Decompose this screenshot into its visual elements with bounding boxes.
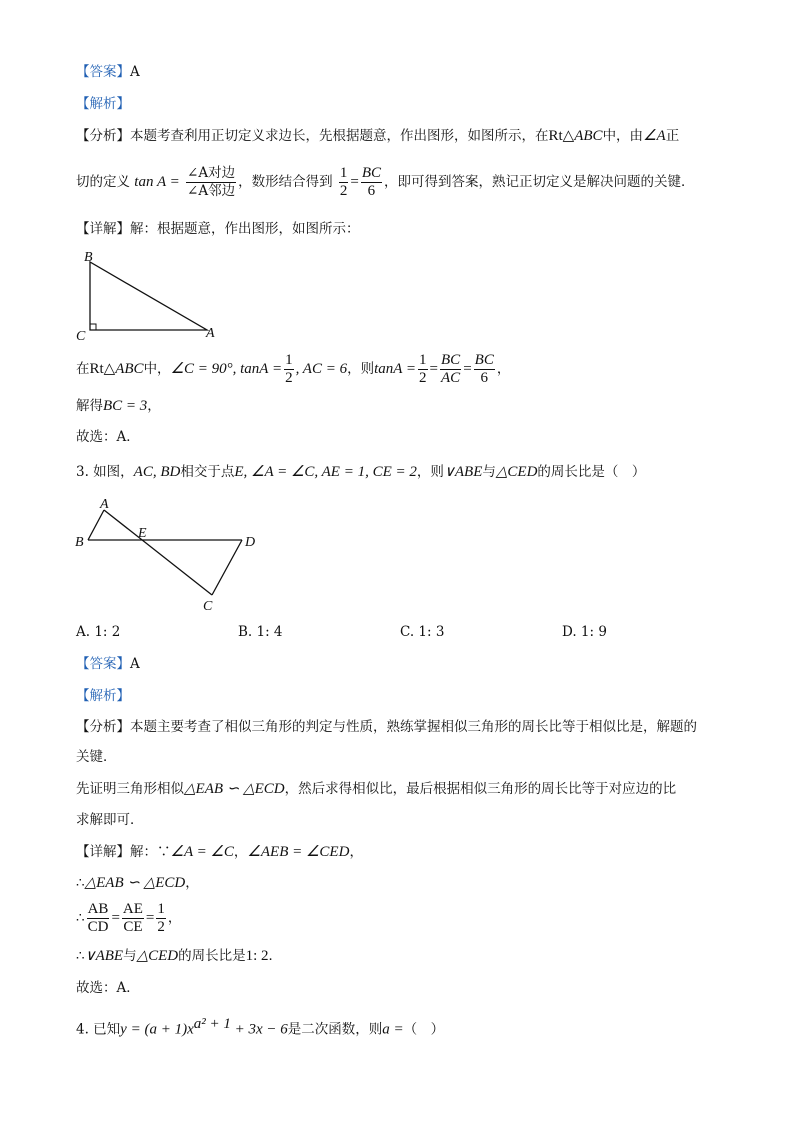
fenxi-text-3: 正 (665, 128, 680, 144)
fenxi-tag: 【分析】 (76, 128, 130, 144)
fenxi-abc: ABC (574, 128, 603, 144)
vertex-c-label: C (76, 329, 86, 344)
q3-ratio-line: ∴ $\frac{AB}{CD}$ = $\frac{AE}{CE}$ = $\frac{1}{2}$ ， (76, 901, 182, 935)
q3-fenxi-line-2: 关键． (76, 749, 117, 765)
def-text-1: 切的定义 (76, 174, 130, 190)
q3-therefore-1: ∴△EAB ∽ △ECD， (76, 875, 199, 891)
half-fraction: $\frac{1}{2}$ (339, 165, 348, 199)
exponent: a² + 1 (193, 1016, 231, 1032)
q3-answer-line: 【答案】A (76, 656, 140, 672)
choose-line-q2: 故选：A． (76, 429, 140, 445)
vertex-b-label: B (84, 250, 93, 265)
calc-half: $\frac{1}{2}$ (285, 352, 293, 386)
option-a[interactable]: A. 1: 2 (76, 624, 121, 640)
q3-proof-line-1: 先证明三角形相似△EAB ∽ △ECD，然后求得相似比，最后根据相似三角形的周长比等于对应边的比 (76, 781, 677, 797)
definition-line (76, 162, 724, 202)
choose-line-q3: 故选：A． (76, 980, 140, 996)
calc-line: 在Rt△ABC中，∠C = 90°, tanA = $\frac{1}{2}$ , AC = 6，则tanA = $\frac{1}{2}$ = $\frac{BC}{AC}$ = $\frac{BC}{6}$ ， (76, 352, 511, 386)
label-b: B (75, 535, 84, 550)
fenxi-text-1: 本题考查利用正切定义求边长，先根据题意，作出图形，如图所示，在 (130, 128, 549, 144)
q3-therefore-3: ∴∨ABE与△CED的周长比是1: 2． (76, 948, 283, 964)
vertex-a-label: A (206, 326, 215, 341)
calc-half-2: $\frac{1}{2}$ (419, 352, 427, 386)
def-text-2: ，数形结合得到 (238, 174, 333, 190)
label-d: D (245, 535, 256, 550)
analysis-heading (76, 94, 724, 114)
q3-detail-line: 【详解】解：∵∠A = ∠C，∠AEB = ∠CED， (76, 844, 363, 860)
answer-line (76, 62, 724, 82)
q3-analysis-heading: 【解析】 (76, 688, 130, 704)
intersecting-triangles-figure (70, 492, 270, 617)
answer-value: A (130, 64, 140, 80)
option-b[interactable]: B. 1: 4 (238, 624, 283, 640)
label-c: C (203, 599, 213, 614)
fenxi-angle: ∠A (643, 128, 666, 144)
ratio-1-2: $\frac{1}{2}$ (157, 901, 165, 935)
def-eq: = (350, 174, 359, 190)
answer-tag: 【答案】 (76, 64, 130, 80)
tan-definition-fraction (186, 165, 236, 200)
fenxi-text-2: 中，由 (602, 128, 644, 144)
solve-line: 解得BC = 3， (76, 398, 161, 414)
def-tan: tan A = (134, 174, 180, 190)
detail-line (76, 219, 724, 239)
fenxi-line-1 (76, 126, 724, 146)
q3-proof-line-2: 求解即可． (76, 812, 144, 828)
q4-stem: 4. 已知$y = (a + 1)x^{a^2 + 1} + 3x - 6$是二次函数，则a =（ ） (76, 1016, 445, 1038)
detail-text: 解：根据题意，作出图形，如图所示： (130, 221, 360, 237)
q3-stem: 3. 如图，AC, BD相交于点E, ∠A = ∠C, AE = 1, CE = 2，则∨ABE与△CED的周长比是（ ） (76, 464, 646, 480)
label-a: A (100, 497, 109, 512)
option-d[interactable]: D. 1: 9 (562, 624, 607, 640)
def-den: ∠A邻边 (187, 183, 236, 199)
def-num: ∠A对边 (187, 165, 236, 181)
label-e: E (138, 526, 147, 541)
bc-over-6-fraction: $\frac{BC}{6}$ (361, 165, 382, 199)
ratio-ae-ce: $\frac{AE}{CE}$ (122, 901, 143, 935)
def-text-3: ，即可得到答案，熟记正切定义是解决问题的关键． (384, 174, 695, 190)
right-triangle-figure (70, 245, 230, 345)
ratio-ab-cd: $\frac{AB}{CD}$ (87, 901, 109, 935)
q3-fenxi-line-1: 【分析】本题主要考查了相似三角形的判定与性质，熟练掌握相似三角形的周长比等于相似比是，解题的 (76, 719, 697, 735)
fenxi-rt: Rt△ (548, 128, 575, 144)
calc-bc-6: $\frac{BC}{6}$ (474, 352, 494, 386)
calc-bc-ac: $\frac{BC}{AC}$ (441, 352, 461, 386)
detail-tag: 【详解】 (76, 221, 130, 237)
analysis-tag: 【解析】 (76, 96, 130, 112)
option-c[interactable]: C. 1: 3 (400, 624, 445, 640)
